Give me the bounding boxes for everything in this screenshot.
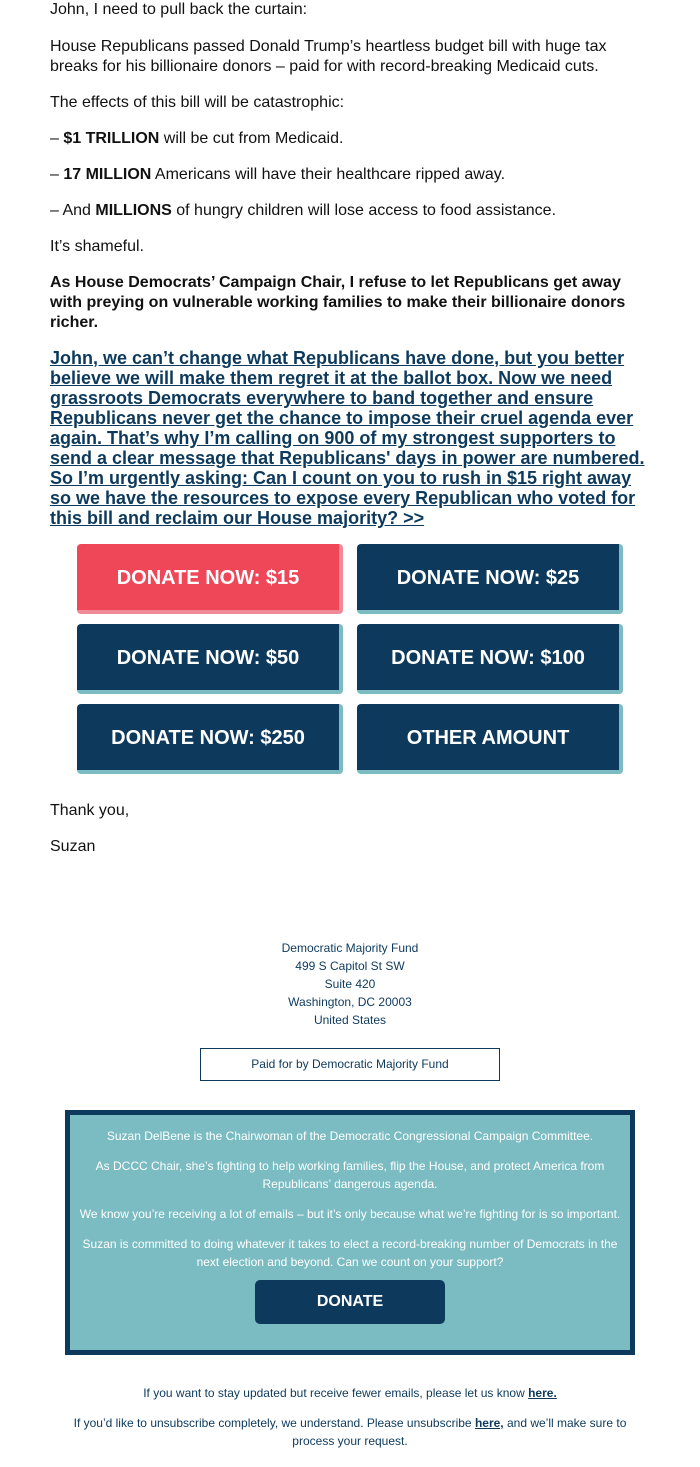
other-amount-button[interactable]: OTHER AMOUNT — [357, 704, 623, 774]
shameful-paragraph: It’s shameful. — [50, 238, 144, 255]
unsubscribe-text: If you’d like to unsubscribe completely, we understand. Please unsubscribe — [73, 1416, 475, 1430]
address-street: 499 S Capitol St SW — [295, 959, 405, 973]
donate-50-button[interactable]: DONATE NOW: $50 — [77, 624, 343, 694]
unsubscribe-notice — [60, 1414, 640, 1450]
signature: Suzan — [50, 838, 96, 855]
bullet-text: of hungry children will lose access to food assistance. — [171, 202, 557, 219]
intro-paragraph: House Republicans passed Donald Trump’s heartless budget bill with huge tax breaks for his billionaire donors – paid for with record-breaking Medicaid cuts. — [50, 38, 607, 75]
unsubscribe-text-end: and we’ll make sure to process your request. — [292, 1416, 627, 1448]
signoff: Thank you, — [50, 802, 130, 819]
donate-25-button[interactable]: DONATE NOW: $25 — [357, 544, 623, 614]
bullet-prefix: – And — [50, 202, 96, 219]
urgent-appeal-link[interactable]: John, we can’t change what Republicans have done, but you better believe we will make them regret it at the ballot box. Now we need grassroots Democrats everywhere to band together and ensure Republicans never get the chance to impose their cruel agenda ever again. That’s why I’m calling on 900 of my strongest supporters to send a clear message that Republicans' days in power are numbered. So I’m urgently asking: Can I count on you to rush in $15 right away so we have the resources to expose every Republican who voted for this bill and reclaim our House majority? >> — [50, 348, 645, 528]
bullet-food — [50, 201, 650, 221]
bio-paragraph-3: We know you’re receiving a lot of emails – but it’s only because what we’re fighting for is so important. — [79, 1207, 621, 1221]
paid-for-disclaimer: Paid for by Democratic Majority Fund — [200, 1048, 500, 1081]
bullet-text: Americans will have their healthcare ripped away. — [151, 166, 506, 183]
unsubscribe-link[interactable]: here, — [474, 1416, 504, 1430]
effects-paragraph: The effects of this bill will be catastrophic: — [50, 94, 345, 111]
bio-panel — [65, 1110, 635, 1355]
bio-donate-button[interactable]: DONATE — [255, 1280, 445, 1324]
fewer-emails-text: If you want to stay updated but receive fewer emails, please let us know — [143, 1386, 529, 1400]
bullet-highlight: $1 TRILLION — [63, 130, 160, 147]
address-suite: Suite 420 — [324, 977, 376, 991]
fewer-emails-link[interactable]: here. — [528, 1386, 557, 1400]
bullet-healthcare — [50, 165, 650, 185]
bullet-highlight: MILLIONS — [95, 202, 172, 219]
bio-paragraph-1: Suzan DelBene is the Chairwoman of the Democratic Congressional Campaign Committee. — [106, 1129, 594, 1143]
greeting-paragraph: John, I need to pull back the curtain: — [50, 1, 308, 18]
chair-statement: As House Democrats’ Campaign Chair, I refuse to let Republicans get away with preying on vulnerable working families to make their billionaire donors richer. — [50, 274, 626, 331]
donate-100-button[interactable]: DONATE NOW: $100 — [357, 624, 623, 694]
bullet-medicaid — [50, 129, 650, 149]
donate-15-button[interactable]: DONATE NOW: $15 — [77, 544, 343, 614]
bio-paragraph-2: As DCCC Chair, she’s fighting to help working families, flip the House, and protect America from Republicans’ dangerous agenda. — [95, 1159, 605, 1191]
bio-paragraph-4: Suzan is committed to doing whatever it takes to elect a record-breaking number of Democrats in the next election and beyond. Can we count on your support? — [82, 1237, 618, 1269]
bullet-highlight: 17 MILLION — [63, 166, 152, 183]
donate-250-button[interactable]: DONATE NOW: $250 — [77, 704, 343, 774]
bullet-text: will be cut from Medicaid. — [159, 130, 344, 147]
address-country: United States — [313, 1013, 387, 1027]
bullet-prefix: – — [50, 166, 64, 183]
bullet-prefix: – — [50, 130, 64, 147]
fewer-emails-notice — [60, 1384, 640, 1402]
address-city: Washington, DC 20003 — [288, 995, 412, 1009]
address-org: Democratic Majority Fund — [281, 941, 419, 955]
